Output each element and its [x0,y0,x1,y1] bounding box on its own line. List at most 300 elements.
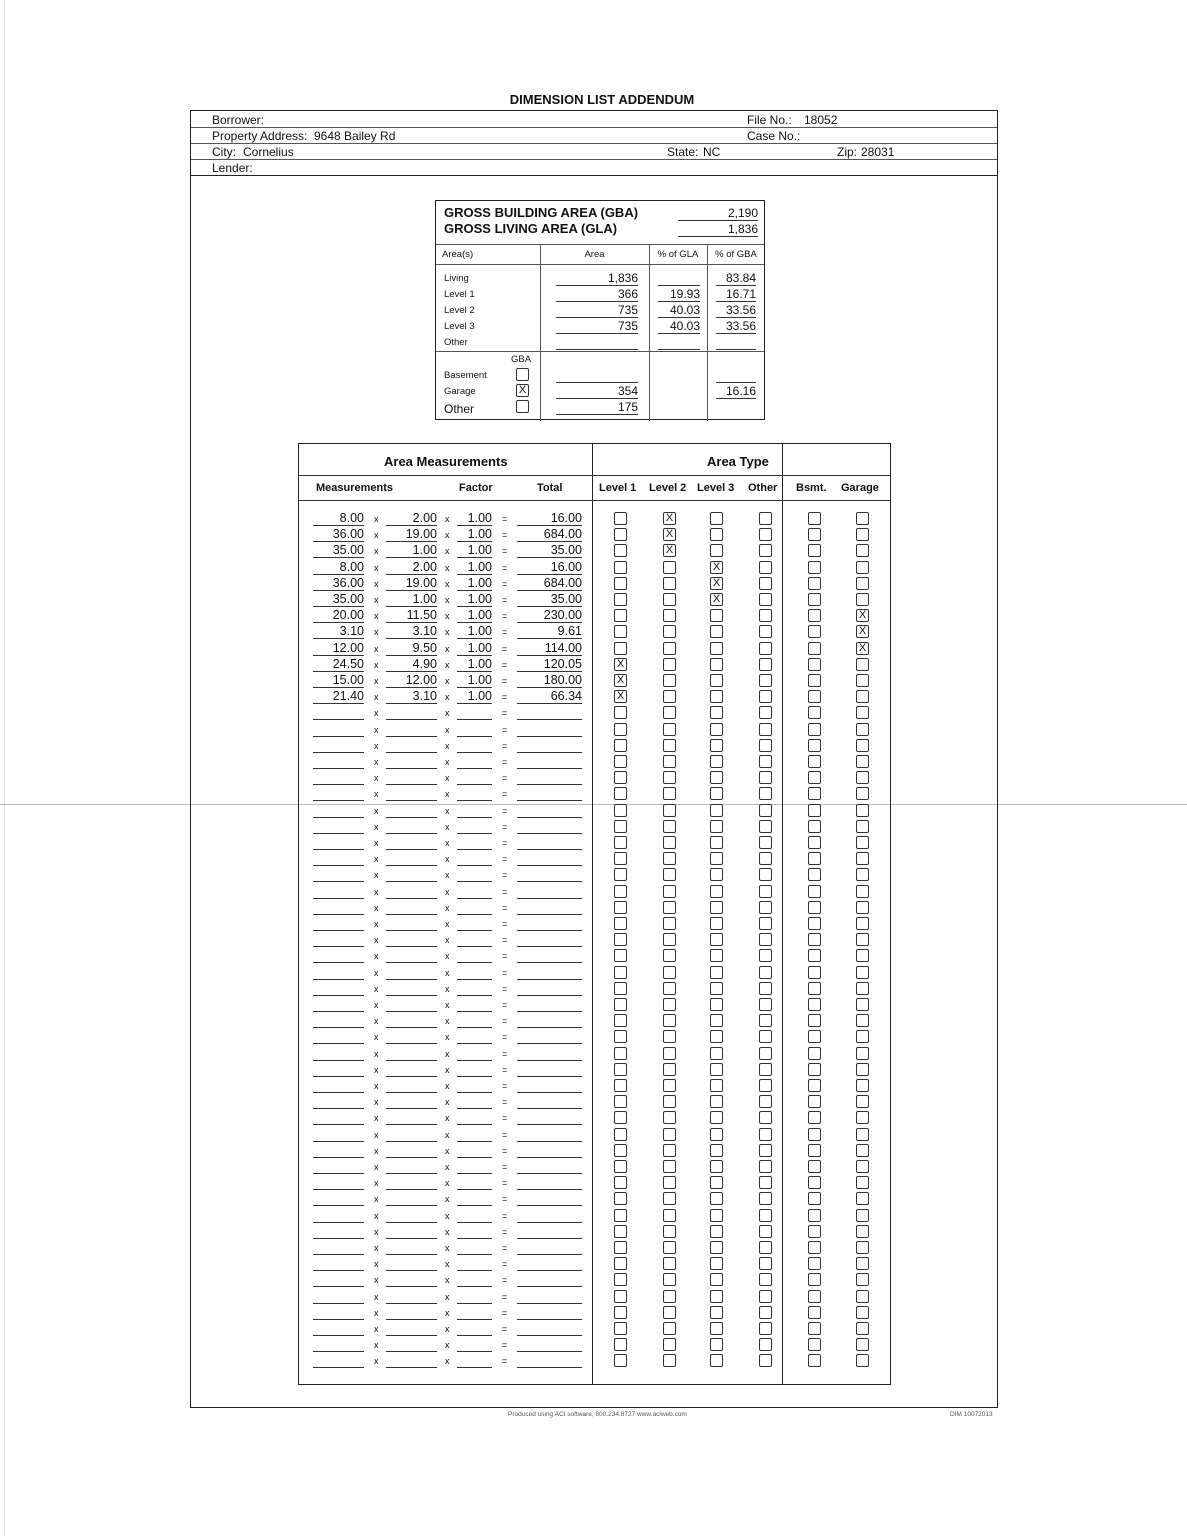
total-field[interactable] [517,1208,582,1223]
total-field[interactable] [517,1013,582,1028]
dimension-a-field[interactable] [313,705,364,720]
area-type-checkbox[interactable] [808,1257,821,1270]
factor-field[interactable] [457,851,492,866]
area-type-checkbox[interactable] [856,1273,869,1286]
area-type-checkbox[interactable]: X [614,658,627,671]
area-type-checkbox[interactable]: X [663,512,676,525]
area-type-checkbox[interactable] [710,674,723,687]
total-field[interactable] [517,1337,582,1352]
area-type-checkbox[interactable] [614,1095,627,1108]
area-type-checkbox[interactable] [759,706,772,719]
area-type-checkbox[interactable] [710,658,723,671]
area-type-checkbox[interactable] [663,577,676,590]
area-type-checkbox[interactable] [663,739,676,752]
total-field[interactable] [517,786,582,801]
dimension-b-field[interactable]: 3.10 [386,689,437,704]
area-type-checkbox[interactable] [759,739,772,752]
area-type-checkbox[interactable] [614,544,627,557]
area-type-checkbox[interactable] [759,690,772,703]
area-type-checkbox[interactable] [856,1014,869,1027]
area-type-checkbox[interactable] [759,949,772,962]
dimension-a-field[interactable] [313,965,364,980]
total-field[interactable] [517,1029,582,1044]
factor-field[interactable] [457,1256,492,1271]
factor-field[interactable] [457,754,492,769]
area-type-checkbox[interactable] [710,852,723,865]
factor-field[interactable] [457,965,492,980]
area-type-checkbox[interactable] [808,1209,821,1222]
area-type-checkbox[interactable] [856,868,869,881]
area-type-checkbox[interactable] [710,1290,723,1303]
area-type-checkbox[interactable] [808,901,821,914]
area-type-checkbox[interactable] [614,577,627,590]
gba-checkbox[interactable] [516,368,529,381]
area-type-checkbox[interactable] [614,723,627,736]
area-type-checkbox[interactable] [614,771,627,784]
area-type-checkbox[interactable] [614,706,627,719]
total-field[interactable]: 9.61 [517,624,582,639]
dimension-a-field[interactable] [313,1240,364,1255]
area-type-checkbox[interactable] [856,1030,869,1043]
total-field[interactable] [517,1078,582,1093]
factor-field[interactable] [457,867,492,882]
dimension-b-field[interactable] [386,851,437,866]
area-type-checkbox[interactable] [710,739,723,752]
area-type-checkbox[interactable] [614,1144,627,1157]
area-type-checkbox[interactable] [856,836,869,849]
dimension-a-field[interactable] [313,1013,364,1028]
area-type-checkbox[interactable] [663,1160,676,1173]
area-type-checkbox[interactable] [856,966,869,979]
factor-field[interactable] [457,1208,492,1223]
area-type-checkbox[interactable] [663,868,676,881]
area-type-checkbox[interactable] [856,885,869,898]
factor-field[interactable] [457,1062,492,1077]
area-type-checkbox[interactable] [663,690,676,703]
area-type-checkbox[interactable] [710,690,723,703]
area-type-checkbox[interactable] [663,1111,676,1124]
dimension-a-field[interactable] [313,1078,364,1093]
area-type-checkbox[interactable] [710,1322,723,1335]
total-field[interactable] [517,803,582,818]
dimension-a-field[interactable] [313,1029,364,1044]
area-type-checkbox[interactable] [710,1079,723,1092]
dimension-b-field[interactable]: 19.00 [386,527,437,542]
area-type-checkbox[interactable] [663,804,676,817]
area-type-checkbox[interactable] [614,966,627,979]
dimension-a-field[interactable] [313,1127,364,1142]
area-type-checkbox[interactable] [663,1095,676,1108]
total-field[interactable] [517,1321,582,1336]
total-field[interactable]: 114.00 [517,641,582,656]
dimension-a-field[interactable] [313,932,364,947]
area-type-checkbox[interactable] [856,706,869,719]
dimension-b-field[interactable] [386,803,437,818]
factor-field[interactable] [457,1110,492,1125]
area-type-checkbox[interactable] [710,1192,723,1205]
area-type-checkbox[interactable] [759,1030,772,1043]
dimension-b-field[interactable]: 9.50 [386,641,437,656]
factor-field[interactable] [457,1240,492,1255]
factor-field[interactable] [457,803,492,818]
dimension-a-field[interactable]: 35.00 [313,592,364,607]
area-type-checkbox[interactable] [759,1306,772,1319]
area-type-checkbox[interactable] [759,593,772,606]
area-type-checkbox[interactable] [856,1144,869,1157]
dimension-b-field[interactable] [386,835,437,850]
area-type-checkbox[interactable] [856,1128,869,1141]
area-type-checkbox[interactable] [710,820,723,833]
area-type-checkbox[interactable] [663,852,676,865]
area-type-checkbox[interactable] [856,1354,869,1367]
area-type-checkbox[interactable] [614,1014,627,1027]
dimension-b-field[interactable]: 4.90 [386,657,437,672]
dimension-a-field[interactable]: 36.00 [313,527,364,542]
area-type-checkbox[interactable] [856,820,869,833]
area-type-checkbox[interactable] [856,1322,869,1335]
area-type-checkbox[interactable] [614,804,627,817]
total-field[interactable] [517,900,582,915]
dimension-b-field[interactable] [386,722,437,737]
area-type-checkbox[interactable] [614,755,627,768]
dimension-b-field[interactable] [386,1062,437,1077]
area-type-checkbox[interactable] [710,836,723,849]
total-field[interactable] [517,1224,582,1239]
dimension-a-field[interactable] [313,1337,364,1352]
area-type-checkbox[interactable] [663,625,676,638]
dimension-b-field[interactable] [386,1289,437,1304]
area-type-checkbox[interactable] [759,1338,772,1351]
area-type-checkbox[interactable] [808,1095,821,1108]
dimension-a-field[interactable] [313,1143,364,1158]
area-type-checkbox[interactable] [856,917,869,930]
area-type-checkbox[interactable] [614,739,627,752]
dimension-a-field[interactable] [313,754,364,769]
factor-field[interactable] [457,1013,492,1028]
area-type-checkbox[interactable] [808,1225,821,1238]
area-type-checkbox[interactable] [663,836,676,849]
area-type-checkbox[interactable] [614,1030,627,1043]
total-field[interactable] [517,1289,582,1304]
area-type-checkbox[interactable] [759,1192,772,1205]
total-field[interactable] [517,1353,582,1368]
area-type-checkbox[interactable] [856,804,869,817]
total-field[interactable] [517,754,582,769]
area-type-checkbox[interactable] [614,1225,627,1238]
area-type-checkbox[interactable] [663,723,676,736]
area-type-checkbox[interactable] [808,885,821,898]
dimension-a-field[interactable] [313,851,364,866]
factor-field[interactable] [457,948,492,963]
area-type-checkbox[interactable] [856,1225,869,1238]
total-field[interactable] [517,1175,582,1190]
dimension-a-field[interactable] [313,819,364,834]
area-type-checkbox[interactable] [710,755,723,768]
dimension-b-field[interactable]: 12.00 [386,673,437,688]
factor-field[interactable]: 1.00 [457,608,492,623]
total-field[interactable] [517,1256,582,1271]
factor-field[interactable] [457,900,492,915]
area-type-checkbox[interactable] [759,1095,772,1108]
factor-field[interactable]: 1.00 [457,641,492,656]
dimension-a-field[interactable] [313,900,364,915]
area-type-checkbox[interactable] [614,593,627,606]
area-type-checkbox[interactable] [759,1128,772,1141]
area-type-checkbox[interactable] [614,787,627,800]
area-type-checkbox[interactable] [710,1209,723,1222]
dimension-a-field[interactable] [313,1046,364,1061]
area-type-checkbox[interactable] [759,1111,772,1124]
factor-field[interactable]: 1.00 [457,511,492,526]
area-type-checkbox[interactable] [614,1176,627,1189]
area-type-checkbox[interactable] [614,852,627,865]
area-type-checkbox[interactable]: X [856,609,869,622]
dimension-a-field[interactable] [313,803,364,818]
area-type-checkbox[interactable] [614,1063,627,1076]
area-type-checkbox[interactable] [710,706,723,719]
factor-field[interactable] [457,1046,492,1061]
area-type-checkbox[interactable] [614,1322,627,1335]
factor-field[interactable]: 1.00 [457,624,492,639]
dimension-a-field[interactable]: 35.00 [313,543,364,558]
dimension-b-field[interactable] [386,1191,437,1206]
total-field[interactable]: 16.00 [517,560,582,575]
factor-field[interactable] [457,835,492,850]
dimension-b-field[interactable] [386,948,437,963]
area-type-checkbox[interactable] [663,1306,676,1319]
area-type-checkbox[interactable]: X [614,674,627,687]
area-type-checkbox[interactable] [663,1257,676,1270]
area-type-checkbox[interactable] [663,1063,676,1076]
area-type-checkbox[interactable] [614,642,627,655]
area-type-checkbox[interactable] [856,1338,869,1351]
dimension-a-field[interactable] [313,1353,364,1368]
area-type-checkbox[interactable] [614,1079,627,1092]
area-type-checkbox[interactable] [759,901,772,914]
area-type-checkbox[interactable] [663,1290,676,1303]
area-type-checkbox[interactable]: X [710,593,723,606]
area-type-checkbox[interactable] [663,1338,676,1351]
area-type-checkbox[interactable] [759,755,772,768]
area-type-checkbox[interactable] [663,820,676,833]
total-field[interactable] [517,932,582,947]
dimension-b-field[interactable] [386,738,437,753]
area-type-checkbox[interactable]: X [710,561,723,574]
dimension-b-field[interactable]: 1.00 [386,592,437,607]
dimension-a-field[interactable] [313,1305,364,1320]
area-type-checkbox[interactable] [759,787,772,800]
area-type-checkbox[interactable] [710,1111,723,1124]
dimension-b-field[interactable] [386,1094,437,1109]
area-type-checkbox[interactable] [759,771,772,784]
area-type-checkbox[interactable] [856,1160,869,1173]
factor-field[interactable] [457,1337,492,1352]
area-type-checkbox[interactable] [759,1063,772,1076]
dimension-b-field[interactable] [386,1175,437,1190]
dimension-a-field[interactable]: 3.10 [313,624,364,639]
area-type-checkbox[interactable] [856,982,869,995]
factor-field[interactable]: 1.00 [457,543,492,558]
dimension-a-field[interactable] [313,1094,364,1109]
total-field[interactable] [517,916,582,931]
area-type-checkbox[interactable] [856,755,869,768]
area-type-checkbox[interactable] [759,1257,772,1270]
area-type-checkbox[interactable] [856,1306,869,1319]
dimension-a-field[interactable] [313,1159,364,1174]
area-type-checkbox[interactable] [808,706,821,719]
area-type-checkbox[interactable] [663,642,676,655]
area-type-checkbox[interactable] [759,544,772,557]
area-type-checkbox[interactable] [856,1241,869,1254]
area-type-checkbox[interactable] [808,1192,821,1205]
total-field[interactable] [517,1062,582,1077]
area-type-checkbox[interactable] [759,917,772,930]
area-type-checkbox[interactable] [663,1176,676,1189]
dimension-a-field[interactable] [313,1256,364,1271]
area-type-checkbox[interactable] [710,804,723,817]
dimension-a-field[interactable]: 24.50 [313,657,364,672]
area-type-checkbox[interactable] [808,1128,821,1141]
dimension-b-field[interactable] [386,1305,437,1320]
dimension-b-field[interactable] [386,981,437,996]
dimension-a-field[interactable] [313,1208,364,1223]
area-type-checkbox[interactable] [759,1290,772,1303]
area-type-checkbox[interactable]: X [614,690,627,703]
area-type-checkbox[interactable] [808,966,821,979]
area-type-checkbox[interactable] [808,528,821,541]
area-type-checkbox[interactable]: X [663,528,676,541]
factor-field[interactable] [457,1094,492,1109]
area-type-checkbox[interactable] [759,868,772,881]
area-type-checkbox[interactable] [759,1209,772,1222]
area-type-checkbox[interactable] [614,1047,627,1060]
area-type-checkbox[interactable] [856,1079,869,1092]
area-type-checkbox[interactable] [808,1079,821,1092]
area-type-checkbox[interactable] [710,787,723,800]
area-type-checkbox[interactable] [856,658,869,671]
dimension-b-field[interactable]: 11.50 [386,608,437,623]
total-field[interactable]: 16.00 [517,511,582,526]
area-type-checkbox[interactable] [856,787,869,800]
factor-field[interactable] [457,705,492,720]
total-field[interactable]: 230.00 [517,608,582,623]
area-type-checkbox[interactable] [808,544,821,557]
area-type-checkbox[interactable] [614,609,627,622]
factor-field[interactable] [457,1272,492,1287]
dimension-b-field[interactable] [386,867,437,882]
area-type-checkbox[interactable] [759,642,772,655]
dimension-a-field[interactable] [313,835,364,850]
area-type-checkbox[interactable] [856,901,869,914]
total-field[interactable]: 180.00 [517,673,582,688]
factor-field[interactable] [457,1224,492,1239]
area-type-checkbox[interactable]: X [856,642,869,655]
factor-field[interactable] [457,1078,492,1093]
area-type-checkbox[interactable] [808,1241,821,1254]
area-type-checkbox[interactable] [759,528,772,541]
total-field[interactable] [517,819,582,834]
area-type-checkbox[interactable] [856,1111,869,1124]
area-type-checkbox[interactable] [856,1095,869,1108]
area-type-checkbox[interactable] [614,1338,627,1351]
area-type-checkbox[interactable] [808,739,821,752]
dimension-b-field[interactable] [386,965,437,980]
area-type-checkbox[interactable] [614,820,627,833]
area-type-checkbox[interactable] [614,512,627,525]
area-type-checkbox[interactable] [614,1128,627,1141]
area-type-checkbox[interactable] [856,771,869,784]
total-field[interactable] [517,722,582,737]
area-type-checkbox[interactable] [614,885,627,898]
total-field[interactable] [517,738,582,753]
area-type-checkbox[interactable] [710,982,723,995]
area-type-checkbox[interactable] [663,966,676,979]
area-type-checkbox[interactable] [614,1354,627,1367]
dimension-b-field[interactable] [386,1337,437,1352]
area-type-checkbox[interactable] [614,836,627,849]
area-type-checkbox[interactable] [710,1047,723,1060]
total-field[interactable] [517,1094,582,1109]
total-field[interactable] [517,965,582,980]
dimension-b-field[interactable] [386,1353,437,1368]
area-type-checkbox[interactable] [663,949,676,962]
area-type-checkbox[interactable] [710,1176,723,1189]
dimension-a-field[interactable]: 20.00 [313,608,364,623]
dimension-a-field[interactable] [313,770,364,785]
area-type-checkbox[interactable] [710,1160,723,1173]
factor-field[interactable]: 1.00 [457,689,492,704]
area-type-checkbox[interactable] [808,755,821,768]
factor-field[interactable] [457,932,492,947]
area-type-checkbox[interactable] [663,982,676,995]
factor-field[interactable] [457,722,492,737]
area-type-checkbox[interactable] [808,917,821,930]
area-type-checkbox[interactable] [710,642,723,655]
dimension-b-field[interactable] [386,786,437,801]
dimension-b-field[interactable] [386,1127,437,1142]
area-type-checkbox[interactable] [808,1273,821,1286]
area-type-checkbox[interactable] [663,593,676,606]
area-type-checkbox[interactable] [614,1257,627,1270]
area-type-checkbox[interactable] [614,1306,627,1319]
dimension-a-field[interactable] [313,948,364,963]
area-type-checkbox[interactable] [710,528,723,541]
area-type-checkbox[interactable] [808,1063,821,1076]
area-type-checkbox[interactable] [808,609,821,622]
area-type-checkbox[interactable] [856,998,869,1011]
area-type-checkbox[interactable] [856,1209,869,1222]
area-type-checkbox[interactable] [808,949,821,962]
area-type-checkbox[interactable] [663,901,676,914]
area-type-checkbox[interactable] [856,544,869,557]
total-field[interactable] [517,1127,582,1142]
area-type-checkbox[interactable] [808,1354,821,1367]
total-field[interactable]: 35.00 [517,592,582,607]
factor-field[interactable]: 1.00 [457,657,492,672]
dimension-a-field[interactable] [313,916,364,931]
area-type-checkbox[interactable] [759,885,772,898]
area-type-checkbox[interactable] [856,949,869,962]
area-type-checkbox[interactable] [759,1322,772,1335]
area-type-checkbox[interactable] [663,561,676,574]
dimension-b-field[interactable] [386,1208,437,1223]
factor-field[interactable]: 1.00 [457,576,492,591]
area-type-checkbox[interactable] [759,609,772,622]
area-type-checkbox[interactable] [710,512,723,525]
area-type-checkbox[interactable] [614,625,627,638]
dimension-a-field[interactable] [313,786,364,801]
dimension-a-field[interactable] [313,1191,364,1206]
